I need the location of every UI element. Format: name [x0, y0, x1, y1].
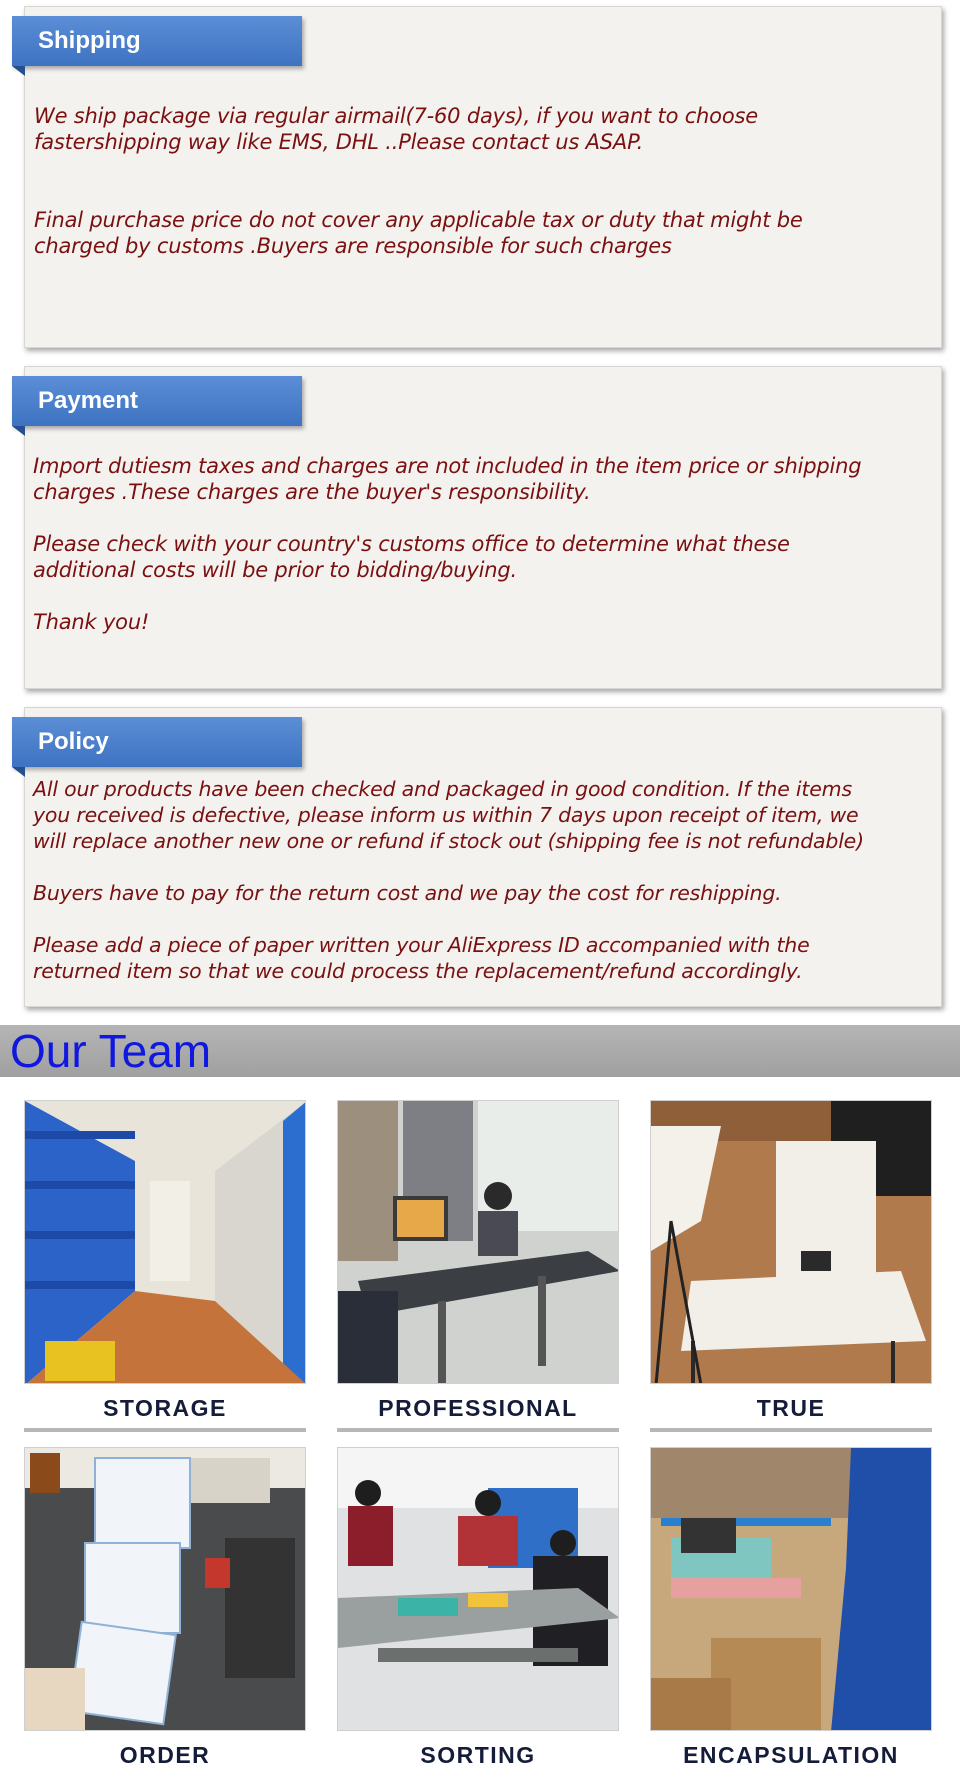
photo-studio-photo: [650, 1100, 932, 1384]
packing-boxes-photo: [650, 1447, 932, 1731]
payment-line: additional costs will be prior to bidding/buying.: [33, 558, 517, 582]
team-caption-sorting: SORTING: [420, 1742, 536, 1768]
team-card-storage: [24, 1100, 306, 1432]
policy-tab: Policy: [12, 717, 302, 767]
team-caption-true: TRUE: [756, 1395, 826, 1421]
caption-divider: [650, 1428, 932, 1432]
payment-line: charges .These charges are the buyer's responsibility.: [33, 480, 591, 504]
policy-line: Buyers have to pay for the return cost and we pay the cost for reshipping.: [33, 881, 782, 905]
policy-line: All our products have been checked and packaged in good condition. If the items: [33, 777, 852, 801]
team-card-encapsulation: [650, 1447, 932, 1771]
team-caption-storage: STORAGE: [103, 1395, 227, 1421]
policy-text: [33, 776, 941, 984]
payment-line: Please check with your country's customs office to determine what these: [33, 532, 790, 556]
shipping-tab: Shipping: [12, 16, 302, 66]
payment-text: [33, 453, 941, 635]
shipping-line: fastershipping way like EMS, DHL ..Please contact us ASAP.: [34, 130, 644, 154]
shipping-line: Final purchase price do not cover any applicable tax or duty that might be: [34, 208, 803, 232]
shipping-line: We ship package via regular airmail(7-60 days), if you want to choose: [34, 104, 758, 128]
shipping-text: [34, 103, 941, 259]
team-card-professional: [337, 1100, 619, 1432]
team-caption-professional: PROFESSIONAL: [378, 1395, 578, 1421]
payment-line: Import dutiesm taxes and charges are not included in the item price or shipping: [33, 454, 862, 478]
our-team-title: Our Team: [10, 1025, 212, 1077]
policy-line: will replace another new one or refund if stock out (shipping fee is not refundable): [33, 829, 864, 853]
team-card-sorting: [337, 1447, 619, 1771]
policy-line: Please add a piece of paper written your AliExpress ID accompanied with the: [33, 933, 810, 957]
shipping-panel: [24, 6, 942, 348]
printed-orders-photo: [24, 1447, 306, 1731]
payment-panel: [24, 366, 942, 689]
caption-divider: [24, 1428, 306, 1432]
policy-line: returned item so that we could process the replacement/refund accordingly.: [33, 959, 803, 983]
policy-line: you received is defective, please inform us within 7 days upon receipt of item, we: [33, 803, 859, 827]
payment-tab: Payment: [12, 376, 302, 426]
payment-line: Thank you!: [33, 610, 150, 634]
office-workers-photo: [337, 1100, 619, 1384]
team-caption-order: ORDER: [119, 1742, 211, 1768]
shipping-line: charged by customs .Buyers are responsible for such charges: [34, 234, 672, 258]
policy-panel: [24, 707, 942, 1007]
caption-divider: [337, 1428, 619, 1432]
our-team-header: [0, 1025, 960, 1077]
warehouse-shelves-photo: [24, 1100, 306, 1384]
sorting-workers-photo: [337, 1447, 619, 1731]
team-card-order: [24, 1447, 306, 1771]
team-card-true: [650, 1100, 932, 1432]
team-caption-encapsulation: ENCAPSULATION: [683, 1742, 899, 1768]
